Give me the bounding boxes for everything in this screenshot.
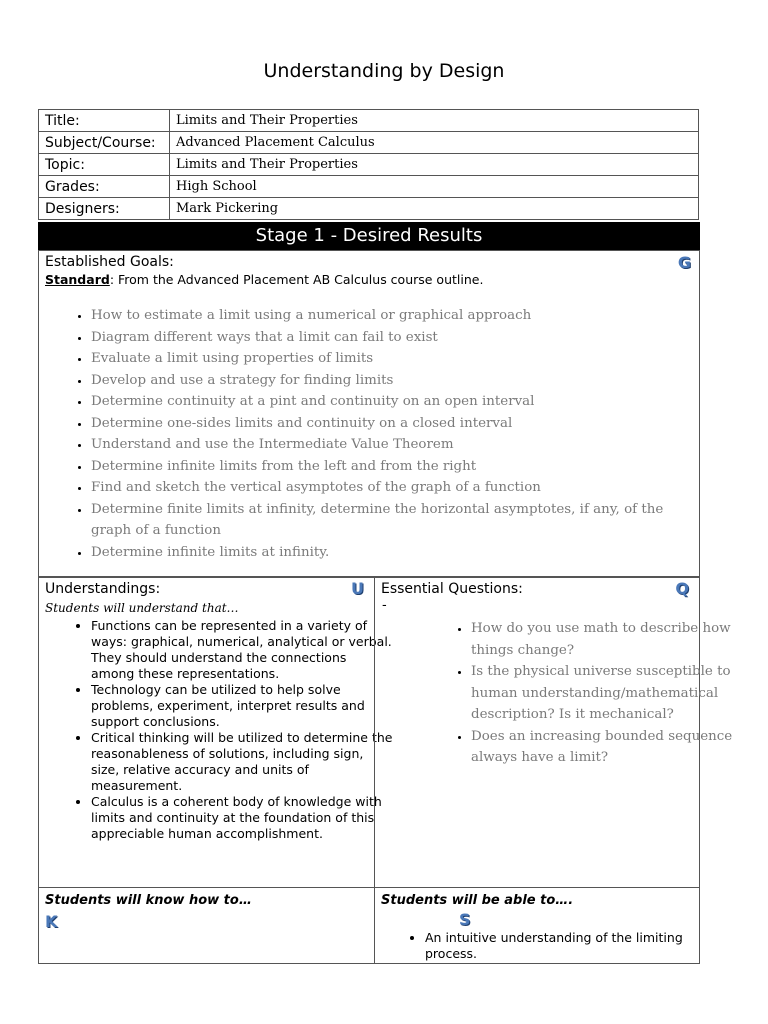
goals-heading: Established Goals:: [45, 254, 174, 270]
able-list: [401, 930, 715, 962]
info-label: Title:: [39, 110, 170, 132]
goal-item: • Diagram different ways that a limit can fail to exist: [91, 327, 701, 349]
understandings-list: [67, 618, 393, 842]
goal-item: • Develop and use a strategy for finding limits: [91, 370, 701, 392]
info-row: [39, 198, 699, 220]
info-label: Grades:: [39, 176, 170, 198]
goal-item: • Determine continuity at a pint and continuity on an open interval: [91, 391, 701, 413]
goals-list: [83, 305, 701, 563]
info-row: [39, 154, 699, 176]
essential-questions-list: [429, 618, 733, 769]
goal-item: • Determine infinite limits from the left and from the right: [91, 456, 701, 478]
know-heading: Students will know how to…: [45, 893, 252, 908]
info-label: Subject/Course:: [39, 132, 170, 154]
stage1-header: Stage 1 - Desired Results: [38, 222, 700, 250]
able-item: • An intuitive understanding of the limiting process.: [425, 930, 715, 962]
info-value: Advanced Placement Calculus: [170, 132, 699, 154]
goal-item: • Evaluate a limit using properties of limits: [91, 348, 701, 370]
students-know-section: [38, 887, 375, 964]
goal-item: • How to estimate a limit using a numerical or graphical approach: [91, 305, 701, 327]
students-able-section: [374, 887, 700, 964]
info-row: [39, 132, 699, 154]
info-value: Limits and Their Properties: [170, 110, 699, 132]
understandings-section: [38, 577, 393, 888]
info-value: Mark Pickering: [170, 198, 699, 220]
goal-item: • Determine finite limits at infinity, determine the horizontal asymptotes, if any, of the graph of a function: [91, 499, 701, 542]
goals-g-icon: G: [677, 253, 691, 272]
essential-questions-dash: -: [382, 598, 387, 613]
established-goals-section: [38, 250, 700, 577]
essential-questions-section: [374, 577, 733, 888]
info-label: Designers:: [39, 198, 170, 220]
standard-text: : From the Advanced Placement AB Calculus course outline.: [109, 272, 484, 287]
goal-item: • Determine infinite limits at infinity.: [91, 542, 701, 564]
standard-label: Standard: [45, 272, 110, 287]
info-row: [39, 176, 699, 198]
info-table: [38, 109, 699, 220]
info-value: Limits and Their Properties: [170, 154, 699, 176]
goal-item: • Find and sketch the vertical asymptotes of the graph of a function: [91, 477, 701, 499]
understandings-u-icon: U: [351, 579, 364, 598]
goal-item: • Determine one-sides limits and continuity on a closed interval: [91, 413, 701, 435]
able-heading: Students will be able to….: [381, 893, 574, 908]
essential-questions-q-icon: Q: [675, 579, 689, 598]
info-label: Topic:: [39, 154, 170, 176]
info-value: High School: [170, 176, 699, 198]
know-k-icon: K: [45, 912, 58, 931]
question-item: • Does an increasing bounded sequence always have a limit?: [471, 726, 733, 769]
essential-questions-heading: Essential Questions:: [381, 581, 523, 597]
goal-item: • Understand and use the Intermediate Value Theorem: [91, 434, 701, 456]
question-item: • How do you use math to describe how things change?: [471, 618, 733, 661]
info-row: [39, 110, 699, 132]
standard-line: [45, 272, 483, 287]
able-s-icon: S: [459, 910, 471, 929]
understanding-item: • Critical thinking will be utilized to determine the reasonableness of solutions, including sign, size, relative accuracy and units of measurement.: [91, 730, 393, 794]
understanding-item: • Technology can be utilized to help solve problems, experiment, interpret results and support conclusions.: [91, 682, 393, 730]
understanding-item: • Functions can be represented in a variety of ways: graphical, numerical, analytical or verbal. They should understand the connections among these representations.: [91, 618, 393, 682]
understandings-subheading: Students will understand that…: [45, 601, 239, 615]
understanding-item: • Calculus is a coherent body of knowledge with limits and continuity at the foundation of this appreciable human accomplishment.: [91, 794, 393, 842]
understandings-heading: Understandings:: [45, 581, 161, 597]
document-title: Understanding by Design: [263, 60, 505, 82]
question-item: • Is the physical universe susceptible to human understanding/mathematical description? Is it mechanical?: [471, 661, 733, 726]
